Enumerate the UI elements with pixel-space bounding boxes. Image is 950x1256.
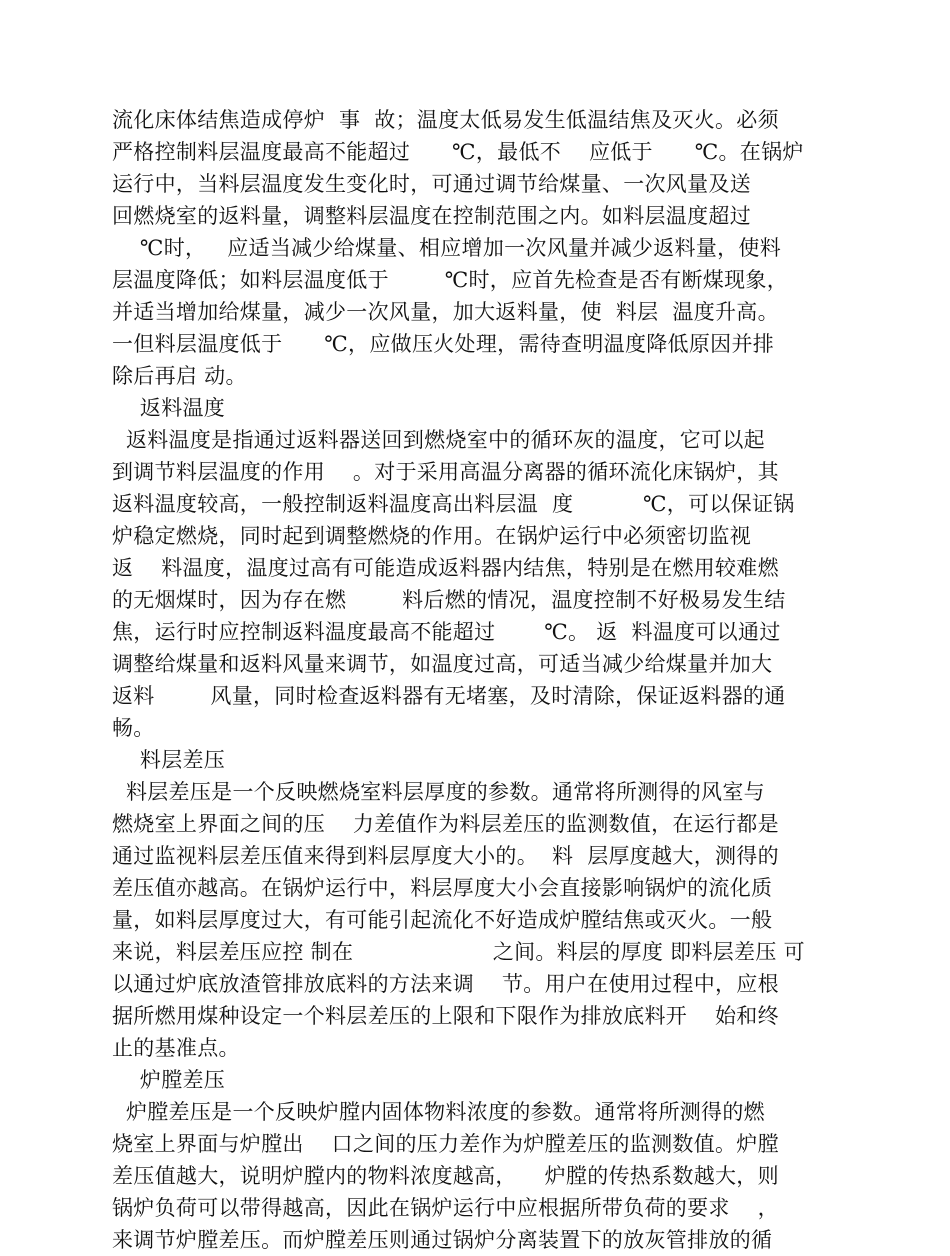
- text-line: 并适当增加给煤量，减少一次风量，加大返料量，使 料层 温度升高。: [112, 300, 779, 324]
- text-line: 量，如料层厚度过大，有可能引起流化不好造成炉膛结焦或灭火。一般: [112, 908, 773, 932]
- text-line: 燃烧室上界面之间的压 力差值作为料层差压的监测数值，在运行都是: [112, 812, 779, 836]
- text-line: 严格控制料层温度最高不能超过 ℃，最低不 应低于 ℃。在锅炉: [112, 140, 804, 164]
- document-body: [112, 104, 842, 1256]
- text-line: 返 料温度，温度过高有可能造成返料器内结焦，特别是在燃用较难燃: [112, 556, 779, 580]
- text-line: 止的基准点。: [112, 1036, 240, 1060]
- text-line: 流化床体结焦造成停炉 事 故；温度太低易发生低温结焦及灭火。必须: [112, 108, 779, 132]
- text-line: 畅。: [112, 716, 155, 740]
- text-line: 层温度降低；如料层温度低于 ℃时，应首先检查是否有断煤现象，: [112, 268, 788, 292]
- text-line: ℃时， 应适当减少给煤量、相应增加一次风量并减少返料量，使料: [112, 236, 782, 260]
- text-line: 返料温度较高，一般控制返料温度高出料层温 度 ℃，可以保证锅: [112, 492, 795, 516]
- text-line: 调整给煤量和返料风量来调节，如温度过高，可适当减少给煤量并加大: [112, 652, 773, 676]
- text-line: 以通过炉底放渣管排放底料的方法来调 节。用户在使用过程中，应根: [112, 972, 779, 996]
- section-heading: 炉膛差压: [112, 1068, 226, 1092]
- text-line: 通过监视料层差压值来得到料层厚度大小的。 料 层厚度越大，测得的: [112, 844, 779, 868]
- text-line: 料层差压是一个反映燃烧室料层厚度的参数。通常将所测得的风室与: [112, 780, 765, 804]
- text-line: 回燃烧室的返料量，调整料层温度在控制范围之内。如料层温度超过: [112, 204, 751, 228]
- text-line: 来调节炉膛差压。而炉膛差压则通过锅炉分离装置下的放灰管排放的循: [112, 1228, 773, 1252]
- text-line: 运行中，当料层温度发生变化时，可通过调节给煤量、一次风量及送: [112, 172, 751, 196]
- text-line: 炉膛差压是一个反映炉膛内固体物料浓度的参数。通常将所测得的燃: [112, 1100, 765, 1124]
- text-line: 返料 风量，同时检查返料器有无堵塞，及时清除，保证返料器的通: [112, 684, 786, 708]
- text-line: 返料温度是指通过返料器送回到燃烧室中的循环灰的温度，它可以起: [112, 428, 765, 452]
- text-line: 到调节料层温度的作用 。对于采用高温分离器的循环流化床锅炉，其: [112, 460, 779, 484]
- text-line: 锅炉负荷可以带得越高，因此在锅炉运行中应根据所带负荷的要求 ，: [112, 1196, 779, 1220]
- text-line: 烧室上界面与炉膛出 口之间的压力差作为炉膛差压的监测数值。炉膛: [112, 1132, 779, 1156]
- text-line: 除后再启 动。: [112, 364, 247, 388]
- text-line: 的无烟煤时，因为存在燃 料后燃的情况，温度控制不好极易发生结: [112, 588, 786, 612]
- text-line: 差压值越大，说明炉膛内的物料浓度越高， 炉膛的传热系数越大，则: [112, 1164, 779, 1188]
- section-heading: 返料温度: [112, 396, 226, 420]
- text-line: 焦，运行时应控制返料温度最高不能超过 ℃。 返 料温度可以通过: [112, 620, 781, 644]
- text-line: 炉稳定燃烧，同时起到调整燃烧的作用。在锅炉运行中必须密切监视: [112, 524, 751, 548]
- text-line: 据所燃用煤种设定一个料层差压的上限和下限作为排放底料开 始和终: [112, 1004, 779, 1028]
- section-heading: 料层差压: [112, 748, 226, 772]
- text-line: 一但料层温度低于 ℃，应做压火处理，需待查明温度降低原因并排: [112, 332, 775, 356]
- text-line: 来说，料层差压应控 制在 之间。料层的厚度 即料层差压 可: [112, 940, 805, 964]
- text-line: 差压值亦越高。在锅炉运行中，料层厚度大小会直接影响锅炉的流化质: [112, 876, 773, 900]
